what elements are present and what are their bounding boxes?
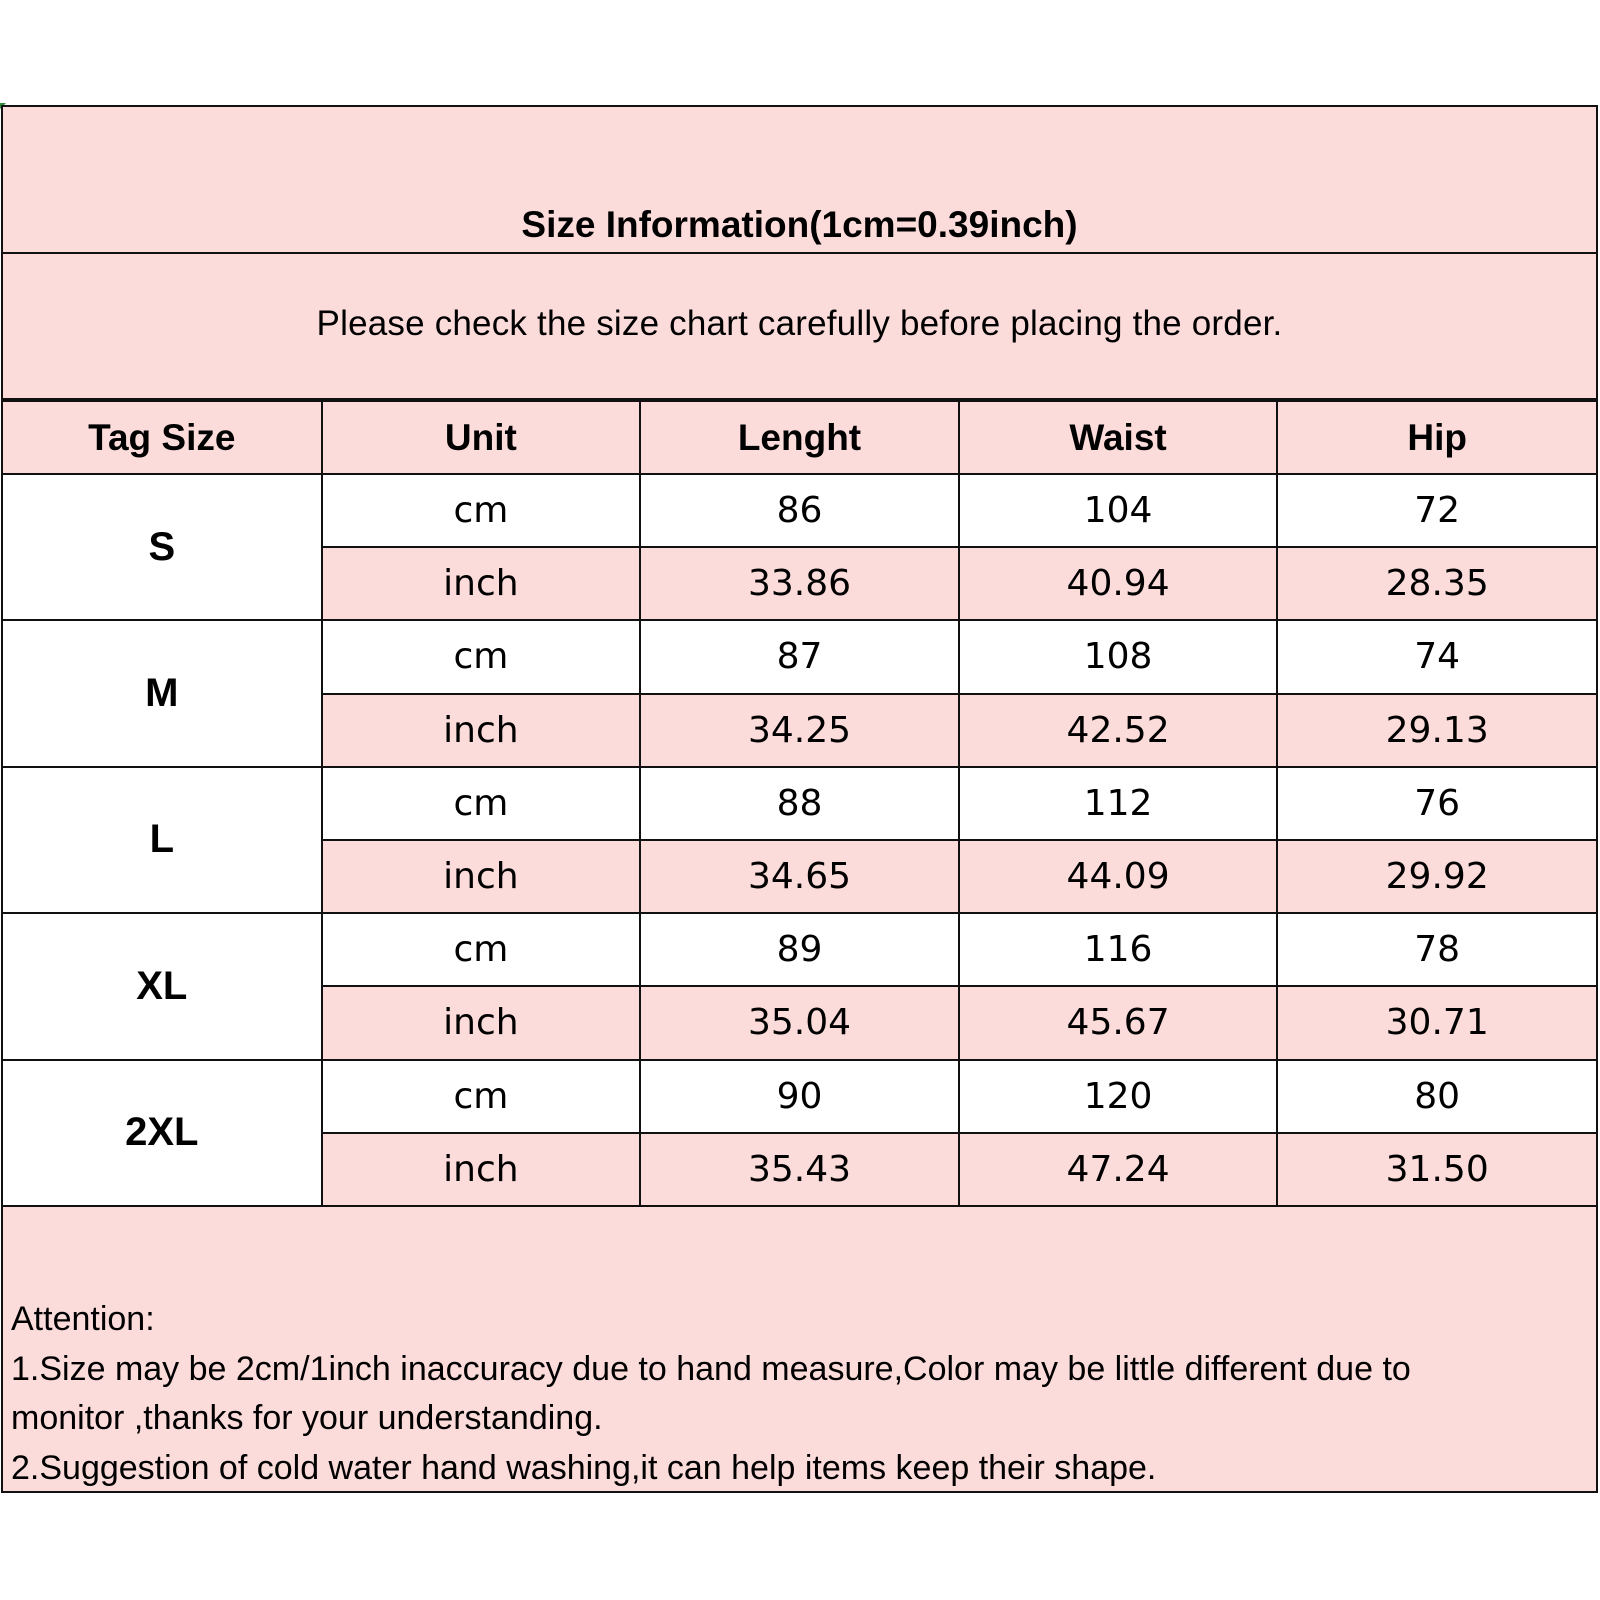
notice-text: Please check the size chart carefully before placing the order.: [316, 304, 1283, 343]
header-unit: Unit: [322, 401, 641, 474]
notice-row: [3, 254, 1596, 400]
table-row: [3, 474, 1596, 547]
unit-cell: cm: [322, 474, 641, 547]
attention-line: monitor ,thanks for your understanding.: [11, 1399, 603, 1437]
hip-cell: 28.35: [1277, 547, 1596, 620]
length-cell: 35.43: [640, 1133, 959, 1206]
tag-size-cell: S: [3, 474, 322, 620]
hip-cell: 29.92: [1277, 840, 1596, 913]
hip-cell: 29.13: [1277, 694, 1596, 767]
table-row: [3, 767, 1596, 840]
waist-cell: 108: [959, 620, 1278, 693]
header-hip: Hip: [1277, 401, 1596, 474]
waist-cell: 104: [959, 474, 1278, 547]
hip-cell: 72: [1277, 474, 1596, 547]
size-table: [3, 400, 1596, 1207]
length-cell: 87: [640, 620, 959, 693]
unit-cell: inch: [322, 547, 641, 620]
table-row: [3, 1060, 1596, 1133]
hip-cell: 80: [1277, 1060, 1596, 1133]
title-row: [3, 107, 1596, 254]
unit-cell: inch: [322, 694, 641, 767]
attention-heading: Attention:: [11, 1300, 155, 1338]
hip-cell: 76: [1277, 767, 1596, 840]
table-row: [3, 913, 1596, 986]
waist-cell: 40.94: [959, 547, 1278, 620]
waist-cell: 45.67: [959, 986, 1278, 1059]
unit-cell: cm: [322, 913, 641, 986]
hip-cell: 30.71: [1277, 986, 1596, 1059]
unit-cell: inch: [322, 840, 641, 913]
waist-cell: 120: [959, 1060, 1278, 1133]
attention-line: 1.Size may be 2cm/1inch inaccuracy due to hand measure,Color may be little different due to: [11, 1349, 1411, 1388]
size-chart-sheet: [1, 105, 1598, 1493]
tag-size-cell: XL: [3, 913, 322, 1059]
waist-cell: 116: [959, 913, 1278, 986]
header-length: Lenght: [640, 401, 959, 474]
hip-cell: 74: [1277, 620, 1596, 693]
unit-cell: cm: [322, 620, 641, 693]
unit-cell: cm: [322, 1060, 641, 1133]
tag-size-cell: 2XL: [3, 1060, 322, 1207]
length-cell: 35.04: [640, 986, 959, 1059]
waist-cell: 42.52: [959, 694, 1278, 767]
length-cell: 34.25: [640, 694, 959, 767]
tag-size-cell: M: [3, 620, 322, 766]
hip-cell: 31.50: [1277, 1133, 1596, 1206]
table-header-row: [3, 401, 1596, 474]
attention-line: 2.Suggestion of cold water hand washing,it can help items keep their shape.: [11, 1448, 1157, 1487]
waist-cell: 47.24: [959, 1133, 1278, 1206]
table-row: [3, 620, 1596, 693]
attention-notes: [11, 1295, 1590, 1493]
header-tag-size: Tag Size: [3, 401, 322, 474]
length-cell: 88: [640, 767, 959, 840]
length-cell: 34.65: [640, 840, 959, 913]
hip-cell: 78: [1277, 913, 1596, 986]
length-cell: 89: [640, 913, 959, 986]
header-waist: Waist: [959, 401, 1278, 474]
length-cell: 33.86: [640, 547, 959, 620]
length-cell: 90: [640, 1060, 959, 1133]
unit-cell: inch: [322, 1133, 641, 1206]
unit-cell: inch: [322, 986, 641, 1059]
tag-size-cell: L: [3, 767, 322, 913]
unit-cell: cm: [322, 767, 641, 840]
size-chart-title: Size Information(1cm=0.39inch): [521, 204, 1078, 245]
waist-cell: 44.09: [959, 840, 1278, 913]
length-cell: 86: [640, 474, 959, 547]
waist-cell: 112: [959, 767, 1278, 840]
